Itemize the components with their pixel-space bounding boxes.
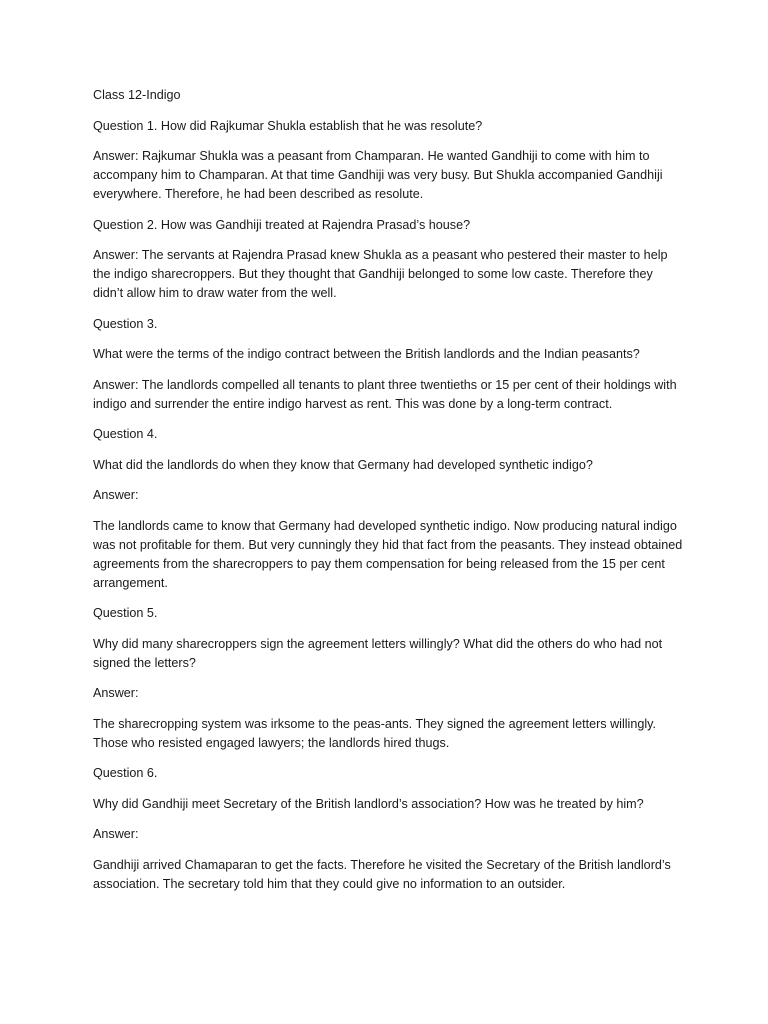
question-5-heading: Question 5. xyxy=(93,606,158,620)
question-6-text: Why did Gandhiji meet Secretary of the British landlord’s association? How was he treated by him? xyxy=(93,796,644,811)
answer-6-label: Answer: xyxy=(93,827,139,841)
answer-1: Answer: Rajkumar Shukla was a peasant from Champaran. He wanted Gandhiji to come with him to accompany him to Champaran. At that time Gandhiji was very busy. But Shukla accompanied Gandhiji everywhere. Therefore, he had been described as resolute. xyxy=(93,149,663,201)
document-body xyxy=(93,86,683,905)
answer-5-text: The sharecropping system was irksome to the peas-ants. They signed the agreement letters willingly. Those who resisted engaged lawyers; the landlords hired thugs. xyxy=(93,716,657,750)
answer-6-text: Gandhiji arrived Chamaparan to get the facts. Therefore he visited the Secretary of the British landlord’s association. The secretary told him that they could give no information to an outsider. xyxy=(93,857,671,891)
answer-3: Answer: The landlords compelled all tenants to plant three twentieths or 15 per cent of their holdings with indigo and surrender the entire indigo harvest as rent. This was done by a long-term contract. xyxy=(93,377,677,411)
answer-4-text: The landlords came to know that Germany had developed synthetic indigo. Now producing natural indigo was not profitable for them. But very cunningly they hid that fact from the peasants. They instead obtained agreements from the sharecroppers to pay them compensation for being released from the 15 per cent arrangement. xyxy=(93,518,683,590)
question-3-text: What were the terms of the indigo contract between the British landlords and the Indian peasants? xyxy=(93,347,640,361)
question-4-text: What did the landlords do when they know that Germany had developed synthetic indigo? xyxy=(93,457,593,472)
question-2: Question 2. How was Gandhiji treated at Rajendra Prasad’s house? xyxy=(93,217,471,232)
question-1: Question 1. How did Rajkumar Shukla establish that he was resolute? xyxy=(93,118,483,133)
question-5-text: Why did many sharecroppers sign the agreement letters willingly? What did the others do who had not signed the letters? xyxy=(93,636,663,670)
answer-4-label: Answer: xyxy=(93,488,139,502)
question-6-heading: Question 6. xyxy=(93,766,158,780)
answer-5-label: Answer: xyxy=(93,686,139,700)
document-title: Class 12-Indigo xyxy=(93,88,181,102)
question-3-heading: Question 3. xyxy=(93,316,158,331)
question-4-heading: Question 4. xyxy=(93,427,158,441)
answer-2: Answer: The servants at Rajendra Prasad knew Shukla as a peasant who pestered their master to help the indigo sharecroppers. But they thought that Gandhiji belonged to some low caste. Therefore they didn’t allow him to draw water from the well. xyxy=(93,248,668,300)
